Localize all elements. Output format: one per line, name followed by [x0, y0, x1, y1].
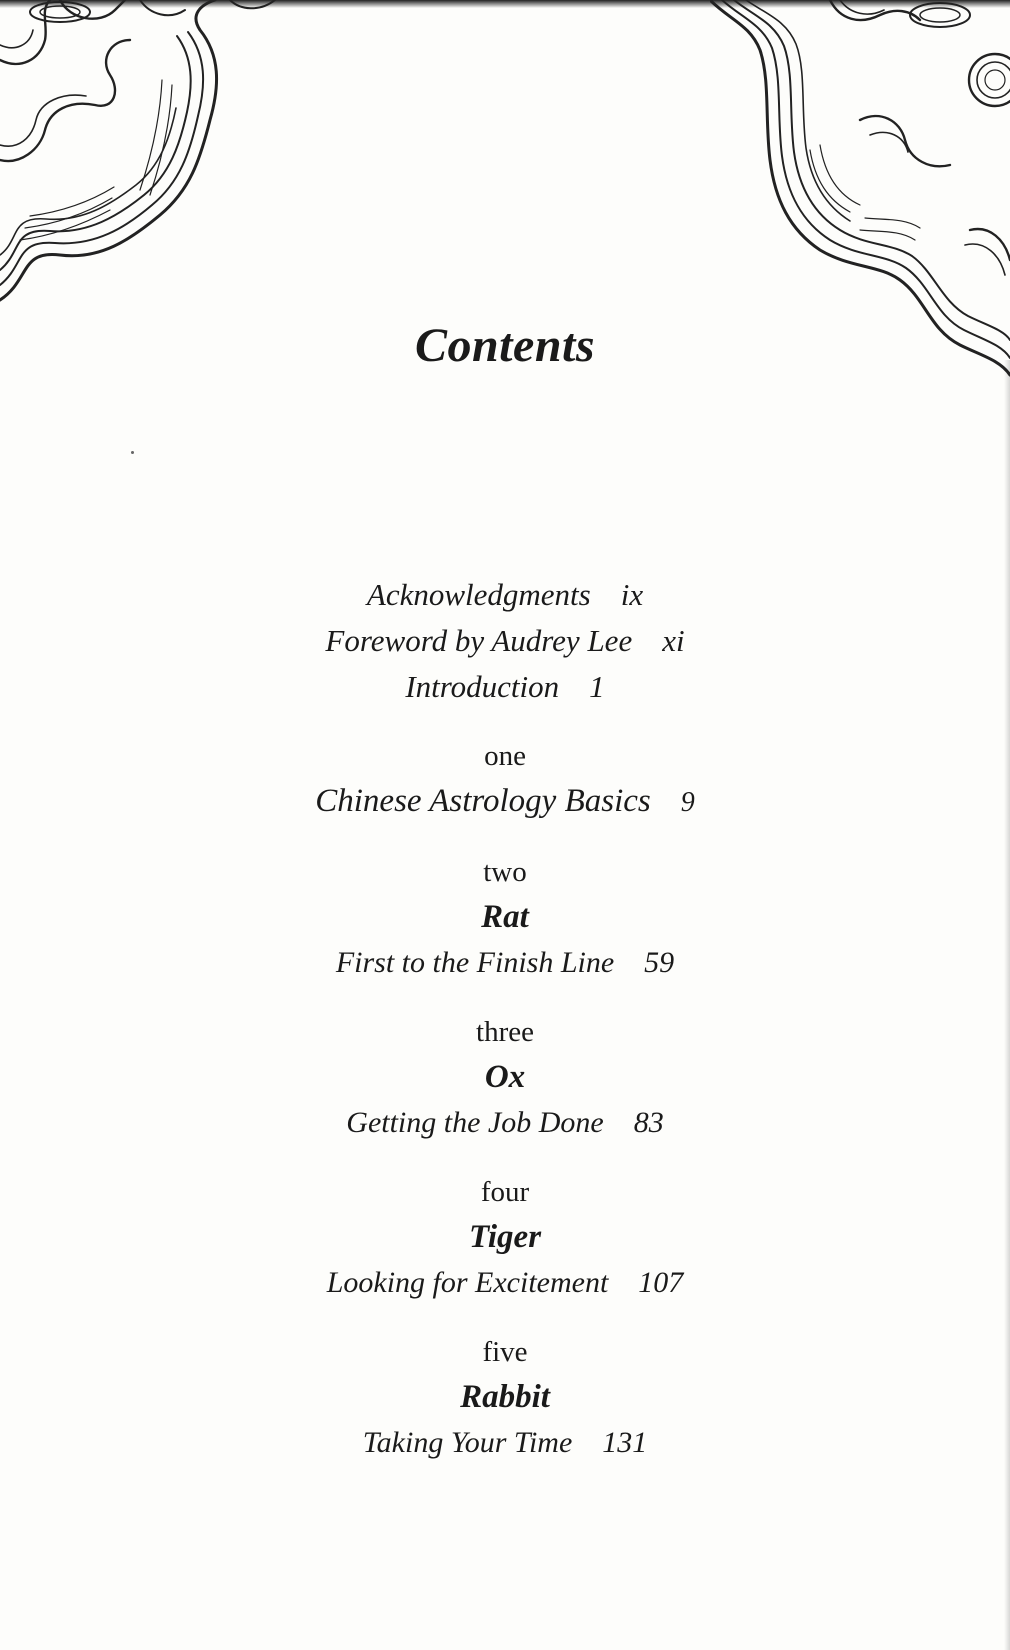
toc-entry-foreword[interactable]	[0, 618, 1010, 664]
toc-entry-label: Foreword by Audrey Lee	[325, 623, 633, 658]
paper-speck	[131, 451, 134, 454]
page-title: Contents	[414, 319, 596, 372]
table-of-contents	[0, 572, 1010, 1466]
chapter-number: four	[480, 1176, 530, 1208]
toc-entry-label: Introduction	[405, 669, 560, 704]
chapter-subtitle: Looking for Excitement	[326, 1266, 609, 1299]
toc-entry-chapter-four[interactable]	[0, 1260, 1010, 1306]
toc-entry-chapter-two[interactable]	[0, 940, 1010, 986]
toc-page-number: 83	[633, 1106, 664, 1139]
chapter-subtitle: Taking Your Time	[362, 1426, 573, 1459]
toc-entry-acknowledgments[interactable]	[0, 572, 1010, 618]
chapter-title[interactable]: Ox	[484, 1059, 526, 1095]
cloud-scroll-ornament-left	[0, 0, 290, 310]
toc-entry-chapter-one[interactable]	[0, 778, 1010, 826]
chapter-number: two	[483, 856, 527, 888]
chapter-title: Chinese Astrology Basics	[315, 783, 651, 819]
toc-entry-introduction[interactable]	[0, 664, 1010, 710]
toc-entry-label: Acknowledgments	[366, 577, 591, 612]
toc-entry-chapter-three[interactable]	[0, 1100, 1010, 1146]
toc-page-number: 59	[644, 946, 675, 979]
toc-page-number: 9	[680, 787, 695, 818]
toc-entry-chapter-five[interactable]	[0, 1420, 1010, 1466]
chapter-title[interactable]: Rabbit	[460, 1379, 550, 1415]
toc-page-number: 1	[589, 669, 605, 704]
chapter-number: five	[482, 1336, 528, 1368]
toc-page-number: 131	[602, 1426, 648, 1459]
chapter-number: three	[476, 1016, 534, 1048]
chapter-number: one	[484, 740, 526, 772]
toc-page-number: ix	[620, 577, 644, 612]
toc-page-number: xi	[662, 623, 685, 658]
chapter-subtitle: First to the Finish Line	[335, 946, 615, 979]
chapter-title[interactable]: Rat	[481, 899, 529, 935]
toc-page-number: 107	[638, 1266, 684, 1299]
chapter-title[interactable]: Tiger	[468, 1219, 542, 1255]
chapter-subtitle: Getting the Job Done	[346, 1106, 604, 1139]
